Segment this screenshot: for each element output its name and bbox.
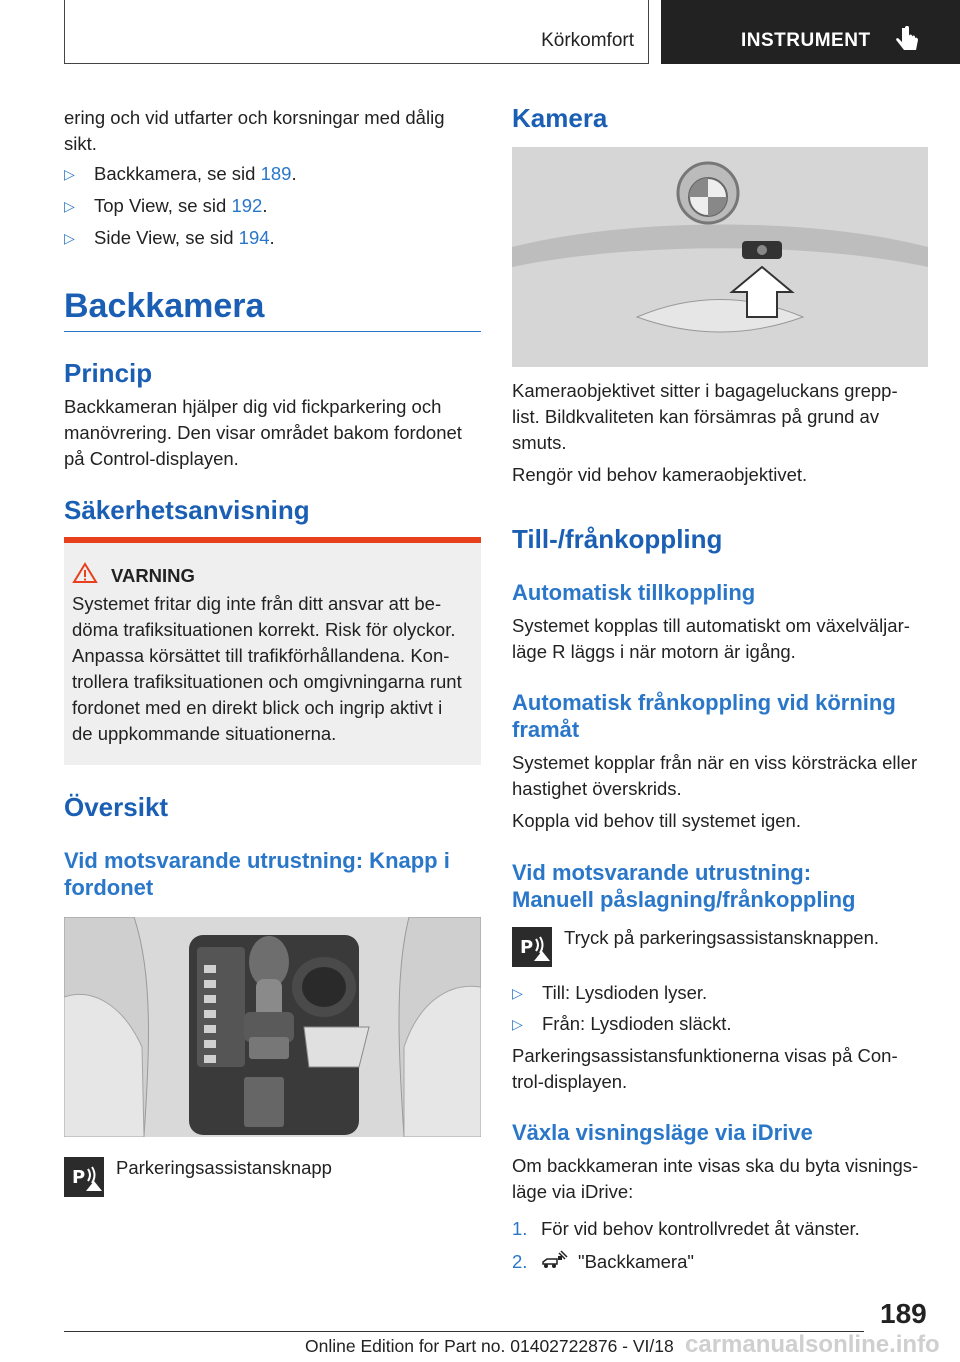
camera-paragraph xyxy=(512,378,932,456)
text-line: de uppkommande situationerna. xyxy=(72,723,337,744)
triangle-bullet-icon: ▷ xyxy=(512,1016,523,1032)
text-line: Kameraobjektivet sitter i bagageluckans grepp- xyxy=(512,380,898,401)
camera-heading: Kamera xyxy=(512,103,608,133)
safety-heading: Säkerhetsanvisning xyxy=(64,495,310,525)
text-line: trol-displayen. xyxy=(512,1071,628,1092)
intro-line: sikt. xyxy=(64,133,97,154)
auto-off-heading xyxy=(512,689,896,743)
warning-text xyxy=(72,591,477,747)
text-line: Systemet kopplas till automatiskt om växelväljar- xyxy=(512,615,910,636)
intro-line: ering och vid utfarter och korsningar med dålig xyxy=(64,107,445,128)
press-text: Tryck på parkeringsassistansknappen. xyxy=(564,927,879,948)
heading-line: Automatisk frånkoppling vid körning xyxy=(512,690,896,715)
manual-heading xyxy=(512,859,855,913)
idrive-heading: Växla visningsläge via iDrive xyxy=(512,1120,813,1145)
auto-on-paragraph xyxy=(512,613,932,665)
step-number: 2. xyxy=(512,1251,528,1272)
reconnect-text: Koppla vid behov till systemet igen. xyxy=(512,810,801,831)
bullet-text: Till: Lysdioden lyser. xyxy=(542,982,708,1003)
header-tab-komfort[interactable] xyxy=(64,0,649,64)
center-console-image xyxy=(64,917,481,1137)
text-line: på Control-displayen. xyxy=(64,448,239,469)
bullet-text: Backkamera, se sid xyxy=(94,163,261,184)
step-text: För vid behov kontrollvredet åt vänster. xyxy=(541,1218,860,1239)
page-link[interactable]: 189 xyxy=(260,163,292,184)
watermark: carmanualsonline.info xyxy=(685,1331,940,1358)
title-divider xyxy=(64,331,481,332)
heading-line: Vid motsvarande utrustning: Knapp i xyxy=(64,848,450,873)
warning-triangle-icon xyxy=(72,562,98,584)
text-line: läge R läggs i när motorn är igång. xyxy=(512,641,796,662)
warning-title: VARNING xyxy=(111,565,195,586)
intro-paragraph xyxy=(64,105,484,157)
bullet-text: Från: Lysdioden släckt. xyxy=(542,1013,732,1034)
header-tab-label: INSTRUMENT xyxy=(741,30,871,51)
parking-assist-button-icon xyxy=(512,927,552,967)
page-link[interactable]: 194 xyxy=(238,227,270,248)
text-line: smuts. xyxy=(512,432,567,453)
rear-camera-car-icon xyxy=(541,1250,569,1272)
bullet-text: Side View, se sid xyxy=(94,227,239,248)
heading-line: Vid motsvarande utrustning: xyxy=(512,860,812,885)
page-link[interactable]: 192 xyxy=(231,195,263,216)
edition-text: Online Edition for Part no. 01402722876 - VI/18 xyxy=(305,1336,674,1356)
text-line: döma trafiksituationen korrekt. Risk för olyckor. xyxy=(72,619,456,640)
triangle-bullet-icon: ▷ xyxy=(64,230,75,246)
text-line: läge via iDrive: xyxy=(512,1181,634,1202)
text-line: trollera trafiksituationen och omgivningarna runt xyxy=(72,671,462,692)
page-number: 189 xyxy=(880,1298,927,1329)
text-line: list. Bildkvaliteten kan försämras på grund av xyxy=(512,406,880,427)
text-line: Om backkameran inte visas ska du byta visnings- xyxy=(512,1155,919,1176)
clean-text: Rengör vid behov kameraobjektivet. xyxy=(512,464,808,485)
hand-pointer-icon xyxy=(895,26,921,56)
bullet-text: Top View, se sid xyxy=(94,195,232,216)
idrive-paragraph xyxy=(512,1153,932,1205)
heading-line: Manuell påslagning/frånkoppling xyxy=(512,887,856,912)
functions-paragraph xyxy=(512,1043,932,1095)
toggle-heading: Till-/frånkoppling xyxy=(512,524,723,554)
triangle-bullet-icon: ▷ xyxy=(64,166,75,182)
svg-text:P: P xyxy=(520,937,534,958)
svg-text:P: P xyxy=(72,1167,86,1188)
text-line: Anpassa körsättet till trafikförhållandena. Kon- xyxy=(72,645,450,666)
auto-on-heading: Automatisk tillkoppling xyxy=(512,580,756,605)
text-line: hastighet överskrids. xyxy=(512,778,682,799)
parking-assist-button-icon xyxy=(64,1157,104,1197)
text-line: Backkameran hjälper dig vid fickparkering och xyxy=(64,396,442,417)
rear-camera-image xyxy=(512,147,928,367)
text-line: Systemet fritar dig inte från ditt ansvar att be- xyxy=(72,593,442,614)
button-caption: Parkeringsassistansknapp xyxy=(116,1157,332,1178)
triangle-bullet-icon: ▷ xyxy=(512,985,523,1001)
step-text: "Backkamera" xyxy=(578,1251,694,1272)
equip-heading xyxy=(64,847,450,901)
princip-heading: Princip xyxy=(64,358,153,388)
heading-line: fordonet xyxy=(64,875,154,900)
heading-line: framåt xyxy=(512,717,580,742)
triangle-bullet-icon: ▷ xyxy=(64,198,75,214)
header-tab-label: Körkomfort xyxy=(541,30,634,51)
text-line: Systemet kopplar från när en viss körsträcka eller xyxy=(512,752,918,773)
text-line: Parkeringsassistansfunktionerna visas på Con- xyxy=(512,1045,898,1066)
auto-off-paragraph xyxy=(512,750,932,802)
princip-paragraph xyxy=(64,394,484,472)
text-line: manövrering. Den visar området bakom fordonet xyxy=(64,422,462,443)
section-title: Backkamera xyxy=(64,287,265,325)
overview-heading: Översikt xyxy=(64,792,169,822)
step-number: 1. xyxy=(512,1218,528,1239)
text-line: fordonet med en direkt blick och ingrip aktivt i xyxy=(72,697,443,718)
